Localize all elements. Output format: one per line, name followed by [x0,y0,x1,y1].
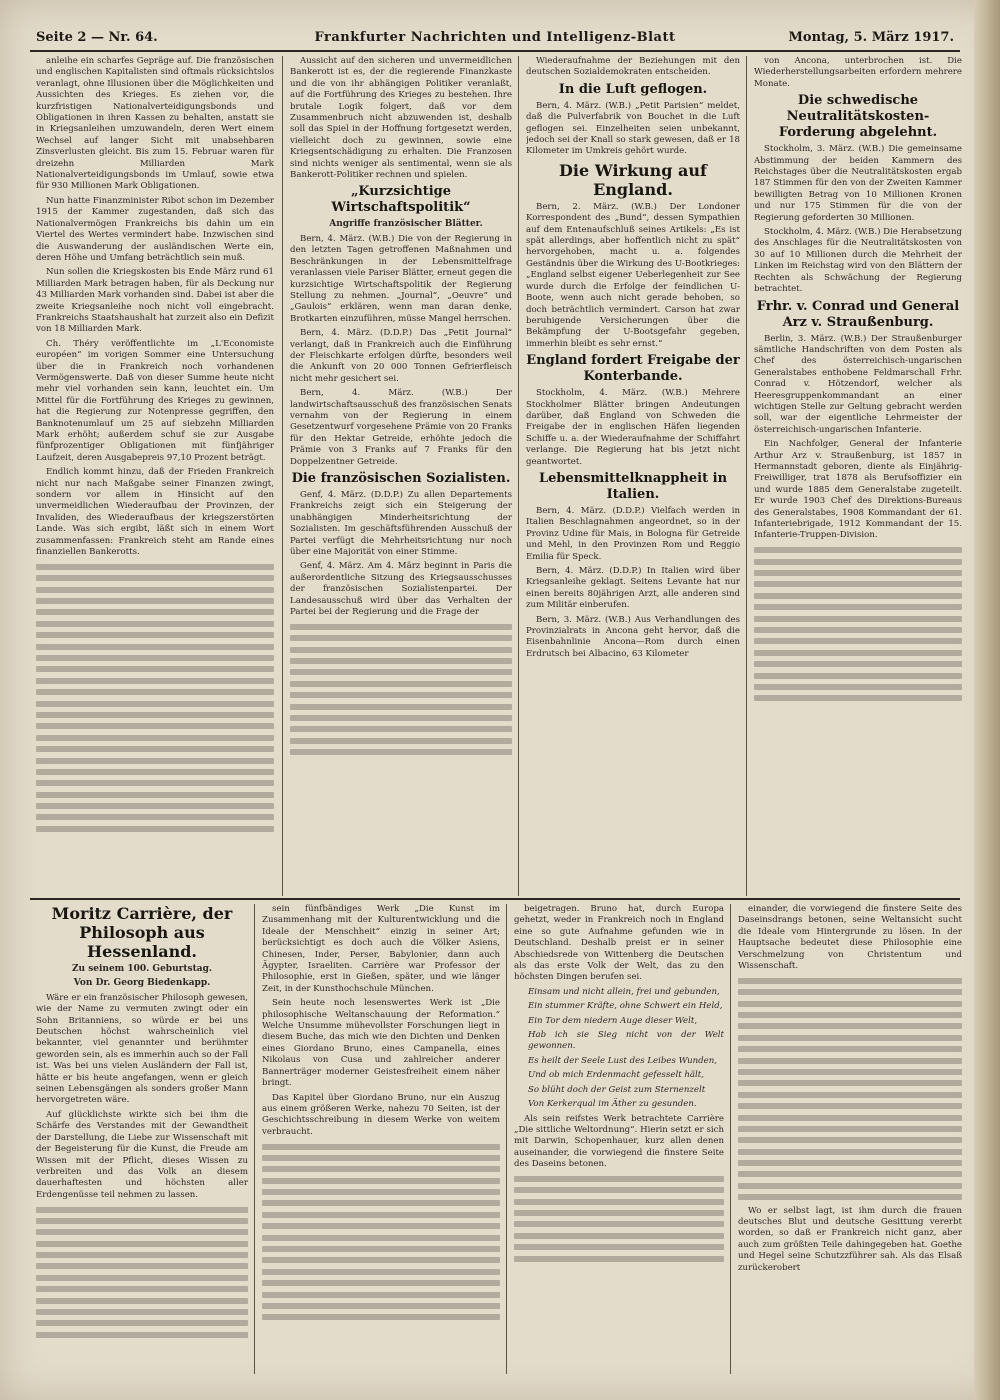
article-column-2 [290,56,512,896]
poem-line: Von Kerkerqual im Äther zu gesunden. [528,1099,697,1110]
paragraph: Genf, 4. März. Am 4. März beginnt in Paris die außerordentliche Sitzung des Kriegsausschusses der französischen Sozialistenpartei. Der Landesausschuß wird über das Verhalten der Partei bei der Regierung und die Frage der [290,561,512,618]
column-rule-4 [254,904,255,1374]
headline-wirkung-england: Die Wirkung auf England. [559,160,707,199]
paragraph: anleihe ein scharfes Gepräge auf. Die französischen und englischen Kapitalisten sind oftmals rücksichtslos veranlagt, ohne Illusionen über die Möglichkeiten und Aussichten des Krieges. Es ziehen vor, die kurzfristigen Nationalverteidigungsbonds und Obligationen in ihren Kassen zu behalten, anstatt sie in Kriegsanleihen umzuwandeln, deren Wert einem Wechsel auf langer Sicht mit unabsehbaren Zinsverlusten gleicht. Bis zum 15. Februar waren für dreizehn Milliarden Mark Nationalverteidigungsbonds im Umlauf, sowie etwa für 930 Millionen Mark Obligationen. [36,56,274,192]
subheadline: Angriffe französischer Blätter. [329,219,483,230]
paragraph: Wiederaufnahme der Beziehungen mit den deutschen Sozialdemokraten entscheiden. [526,56,740,78]
text-lines-placeholder [514,1176,724,1262]
poem-line: Ein stummer Kräfte, ohne Schwert ein Held, [528,1001,723,1012]
feuilleton-author: Von Dr. Georg Biedenkapp. [73,978,211,989]
article-column-3 [526,56,740,896]
poem-line: Es heilt der Seele Lust des Leibes Wunden, [528,1055,718,1066]
paragraph: beigetragen. Bruno hat, durch Europa gehetzt, weder in Frankreich noch in England eine so gute Aufnahme gefunden wie in Deutschland. Deshalb preist er in seiner Abschiedsrede von Wittenberg die Deutschen als das erste Volk der Welt, das zu den höchsten Dingen berufen sei. [514,904,724,983]
paragraph: sein fünfbändiges Werk „Die Kunst im Zusammenhang mit der Kulturentwicklung und die Ideale der Menschheit“ einzig in seiner Art; berücksichtigt es doch auch die Völker Asiens, Chinesen, Inder, Perser, Babylonier, dann auch Ägypter, Israeliten. Carrière war Professor der Philosophie, erst in Gießen, später, und wie länger Zeit, in der Kunsthochschule München. [262,904,500,994]
issue-date: Montag, 5. März 1917. [788,30,954,45]
paragraph: von Ancona, unterbrochen ist. Die Wiederherstellungsarbeiten erfordern mehrere Monate. [754,56,962,89]
feuilleton-column-2 [262,904,500,1374]
paragraph: Bern, 2. März. (W.B.) Der Londoner Korrespondent des „Bund“, dessen Sympathien auf dem Entenaufschluß seines Artikels: „Es ist spät allerdings, aber hoffentlich nicht zu spät“ hervorgehoben, macht u. a. folgendes Geständnis über die Wirkung des U-Bootkrieges: „England selbst eigener Ueberlegenheit zur See wurde durch die Erfolge der feindlichen U-Boote, wenn auch nicht gerade behoben, so doch beträchtlich vermindert. Carson hat zwar beruhigende Versicherungen über die Bekämpfung der U-Bootsgefahr gegeben, immerhin bleibt es sehr ernst.“ [526,201,740,349]
paragraph: Wäre er ein französischer Philosoph gewesen, wie der Name zu vermuten zwingt oder ein Sohn Britanniens, so würde er bei uns Deutschen höchst wahrscheinlich viel bekannter, viel genannter und berühmter geworden sein, als es immerhin auch so der Fall ist. Was bei uns vielen Ausländern der Fall ist, hätte er bis heute angefangen, wenn er gleich seinen Lebensgängen als sonders großer Mann hervorgetreten wäre. [36,992,248,1106]
text-lines-placeholder [754,547,962,701]
paragraph: Endlich kommt hinzu, daß der Frieden Frankreich nicht nur nach Maßgabe seiner Finanzen zwingt, sondern vor allem in Hinsicht auf den unvermeidlichen Wiederaufbau der Provinzen, der Invaliden, des Wiederaufbaus der kriegszerstörten Lande. Was sich ergibt, läßt sich in einem Wort zusammenfassen: Frankreich steht am Rande eines finanziellen Bankerotts. [36,467,274,558]
paragraph: Stockholm, 3. März. (W.B.) Die gemeinsame Abstimmung der beiden Kammern des Reichstages über die Neutralitätskosten ergab 187 Stimmen für den von der Zweiten Kammer bewilligten Betrag von 10 Millionen Kronen und nur 175 Stimmen für die von der Regierung geforderten 30 Millionen. [754,144,962,223]
column-rule-1 [282,56,283,896]
poem-line: Ein Tor dem niedern Auge dieser Welt, [528,1015,698,1026]
text-lines-placeholder [262,1144,500,1321]
headline-england-freigabe: England fordert Freigabe der Konterbande. [526,353,740,385]
paragraph: Genf, 4. März. (D.D.P.) Zu allen Departements Frankreichs zeigt sich ein Steigerung der unabhängigen Minderheitsrichtung der Sozialisten. Im geschäftsführenden Ausschuß der Partei verfügt die Mehrheitsrichtung nur noch über eine Majorität von einer Stimme. [290,490,512,558]
paragraph: Sein heute noch lesenswertes Werk ist „Die philosophische Weltanschauung der Reformation.“ Welche Unsumme mühevollster Forschungen liegt in diesem Buche, das mich wie den Dichten und Denken eines Giordano Bruno, eines Campanella, eines Nikolaus von Cusa und zahlreicher anderer Bannerträger moderner Geistesfreiheit einem näher bringt. [262,998,500,1089]
paragraph: Ch. Théry veröffentlichte im „L'Economiste européen“ im vorigen Sommer eine Untersuchung über die in Frankreich noch vorhandenen Vermögenswerte. Daß von dieser Summe heute nicht mehr viel vorhanden sein kann, leuchtet ein. Um Mittel für die Fortführung des Krieges zu gewinnen, hat die Regierung zur Notenpresse gegriffen, den Banknotenumlauf um 25 auf siebzehn Milliarden Mark erhöht; außerdem schuf sie zur Ausgabe fünfprozentiger Obligationen mit fünfjähriger Laufzeit, deren Ausgabepreis 97,10 Prozent beträgt. [36,338,274,463]
article-column-1 [36,56,274,896]
paragraph: Nun sollen die Kriegskosten bis Ende März rund 61 Milliarden Mark betragen haben, für als Deckung nur 43 Milliarden Mark vorhanden sind. Dabei ist aber die zweite Kriegsanleihe noch nicht voll eingebracht. Frankreichs Staatshaushalt hat zurzeit also ein Defizit von 18 Milliarden Mark. [36,267,274,335]
feuilleton-occasion: Zu seinem 100. Geburtstag. [71,964,213,974]
paragraph: Bern, 4. März. (W.B.) „Petit Parisien“ meldet, daß die Pulverfabrik von Bouchet in die Luft geflogen sei. Einzelheiten seien unbekannt, jedoch sei der Knall so stark gewesen, daß er 18 Kilometer im Umkreis gehört wurde. [526,100,740,157]
text-lines-placeholder [738,978,962,1200]
column-rule-2 [518,56,519,896]
paragraph: Auf glücklichste wirkte sich bei ihm die Schärfe des Verstandes mit der Gewandtheit der Darstellung, die Liebe zur Wissenschaft mit der Begeisterung für die Kunst, die Freude am Wissen mit der Pflicht, dieses Wissen zu verbreiten und das Volk an diesem dauerhaftesten und höchsten aller Erdengenüsse teil nehmen zu lassen. [36,1109,248,1200]
headline-schweden-neutralitaet: Die schwedische Neutralitätskosten-Forderung abgelehnt. [778,93,938,141]
paragraph: Aussicht auf den sicheren und unvermeidlichen Bankerott ist es, der die regierende Finanzkaste und die von ihr abhängigen Politiker veranlaßt, auf die Fortführung des Krieges zu bestehen. Ihre brutale Logik folgert, daß vor dem Zusammenbruch nicht abzuwenden ist, deshalb soll das Spiel in der Hoffnung fortgesetzt werden, vielleicht doch zu gewinnen, sowie eine Kriegsentschädigung zu erhalten. Die Franzosen sind nichts weniger als sentimental, wenn sie als Bankerott-Politiker rechnen und spielen. [290,56,512,181]
paragraph: Bern, 3. März. (W.B.) Aus Verhandlungen des Provinzialrats in Ancona geht hervor, daß die Eisenbahnlinie Ancona—Rom durch einen Erdrutsch bei Albacino, 63 Kilometer [526,614,740,659]
page-number: Seite 2 — Nr. 64. [36,30,158,45]
paragraph: Bern, 4. März. (D.D.P.) Das „Petit Journal“ verlangt, daß in Frankreich auch die Einführung der Fleischkarte erfolgen dürfte, besonders weil die Ankunft von 20 000 Tonnen Gefrierfleisch nicht mehr gesichert sei. [290,328,512,384]
paragraph: Als sein reifstes Werk betrachtete Carrière „Die sittliche Weltordnung“. Hierin setzt er sich mit Darwin, Schopenhauer, kurz allen denen auseinander, die vorwiegend die finstere Seite des Daseins betonen. [514,1113,724,1170]
headline-luft-geflogen: In die Luft geflogen. [558,81,708,97]
paragraph: Das Kapitel über Giordano Bruno, nur ein Auszug aus einem größeren Werke, nahezu 70 Seiten, ist der Geschichtsschreibung in diesem Werke von weitem verbraucht. [262,1092,500,1137]
page-header [30,28,960,52]
text-lines-placeholder [290,624,512,755]
paragraph: Bern, 4. März. (W.B.) Der landwirtschaftsausschuß des französischen Senats vernahm von der Regierung in einem Gesetzentwurf vorgesehene Prämie von 20 Franks für den Hektar Getreide, erhöhte jedoch die Prämie von 3 Franks auf 7 Franks für den Doppelzentner Getreide. [290,388,512,467]
paragraph: Berlin, 3. März. (W.B.) Der Straußenburger sämtliche Handschriften von dem Posten als Chef des österreichisch-ungarischen Generalstabes enthobene Feldmarschall Frhr. Conrad v. Hötzendorf, welcher als Heeresgruppenkommandant an einer wichtigen Stelle zur Geltung gebracht werden soll, war der eigentliche Lehrmeister der österreichisch-ungarischen Infanterie. [754,333,962,435]
paragraph: Wo er selbst lagt, ist ihm durch die frauen deutsches Blut und deutsche Gesittung vererbt worden, so daß er Frankreich nicht ganz, aber auch zum größten Teile dahingegeben hat. Goethe und Hegel seine Schutzzführer sah. Als das Elsaß zurückerobert [738,1205,962,1273]
poem-line: Und ob mich Erdenmacht gefesselt hält, [528,1070,704,1081]
feuilleton-title: Moritz Carrière, der Philosoph aus Hessenland. [51,904,233,961]
feuilleton-column-1 [36,904,248,1374]
column-rule-3 [746,56,747,896]
feuilleton-column-4 [738,904,962,1374]
paragraph: Bern, 4. März. (D.D.P.) Vielfach werden in Italien Beschlagnahmen angeordnet, so in der Provinz Udine für Mais, in Bologna für Getreide und Mehl, in den Provinzen Rom und Reggio Emilia für Speck. [526,505,740,562]
column-rule-6 [730,904,731,1374]
paragraph: einander, die vorwiegend die finstere Seite des Daseinsdrangs betonen, seine Weltansicht sucht die Ideale vom Hintergrunde zu lösen. In der Hauptsache bedeutet diese Philosophie eine Verschmelzung von Christentum und Wissenschaft. [738,904,962,972]
paragraph: Bern, 4. März. (W.B.) Die von der Regierung in den letzten Tagen getroffenen Maßnahmen und Beschränkungen in der Lebensmittelfrage veranlassen viele Pariser Blätter, erneut gegen die kurzsichtige Wirtschaftspolitik der Regierung Stellung zu nehmen. „Journal“, „Oeuvre“ und „Gaulois“ erklären, wenn man daran denke, Brotkarten einzuführen, müsse Mangel herrschen. [290,233,512,324]
headline-conrad-arz: Frhr. v. Conrad und General Arz v. Straußenburg. [756,298,960,330]
paragraph: Stockholm, 4. März. (W.B.) Mehrere Stockholmer Blätter bringen Andeutungen darüber, daß England von Schweden die Freigabe der in englischen Häfen liegenden Schiffe u. a. der Wiederaufnahme der Schiffahrt verlange. Die Regierung hat bis jetzt nicht geantwortet. [526,388,740,467]
article-column-4 [754,56,962,896]
feuilleton-divider [30,898,960,900]
headline-lebensmittel-italien: Lebensmittelknappheit in Italien. [538,470,728,502]
text-lines-placeholder [36,1207,248,1338]
masthead-title: Frankfurter Nachrichten und Intelligenz-Blatt [314,30,676,45]
feuilleton-column-3 [514,904,724,1374]
page-edge-shadow [974,0,1000,1400]
poem-line: Einsam und nicht allein, frei und gebunden, [528,986,720,997]
poem-line: Hab ich sie Sieg nicht von der Welt gewonnen. [528,1030,724,1052]
paragraph: Bern, 4. März. (D.D.P.) In Italien wird über Kriegsanleihe geklagt. Seitens Levante hat nur einen bereits 80jährigen Arzt, alle anderen sind zum Militär einberufen. [526,566,740,611]
headline-sozialisten: Die französischen Sozialisten. [291,471,511,486]
headline-wirtschaftspolitik: „Kurzsichtige Wirtschaftspolitik“ [331,184,471,216]
paragraph: Ein Nachfolger, General der Infanterie Arthur Arz v. Straußenburg, ist 1857 in Hermannstadt geboren, diente als Einjährig-Freiwilliger, trat 1878 als Berufsoffizier ein und wurde 1885 dem Generalstabe zugeteilt. Er wurde 1903 Chef des Direktions-Bureaus des Generalstabes, 1908 Kommandant der 61. Infanteriebrigade, 1912 Kommandant der 15. Infanterie-Truppen-Division. [754,439,962,541]
paragraph: Nun hatte Finanzminister Ribot schon im Dezember 1915 der Kammer zugestanden, daß sich das Nationalvermögen Frankreichs bis dahin um ein Viertel des Wertes vermindert habe. Inzwischen sind die Auswanderung der ausländischen Werte ein, deren Höhe und Umfang beträchtlich sein muß. [36,195,274,263]
column-rule-5 [506,904,507,1374]
text-lines-placeholder [36,564,274,832]
paragraph: Stockholm, 4. März. (W.B.) Die Herabsetzung des Anschlages für die Neutralitätskosten von 30 auf 10 Millionen durch die Mehrheit der Linken im Reichstag wird von den Blättern der Rechten als Schwächung der Regierung betrachtet. [754,227,962,295]
poem-line: So blüht doch der Geist zum Sternenzelt [528,1084,706,1095]
